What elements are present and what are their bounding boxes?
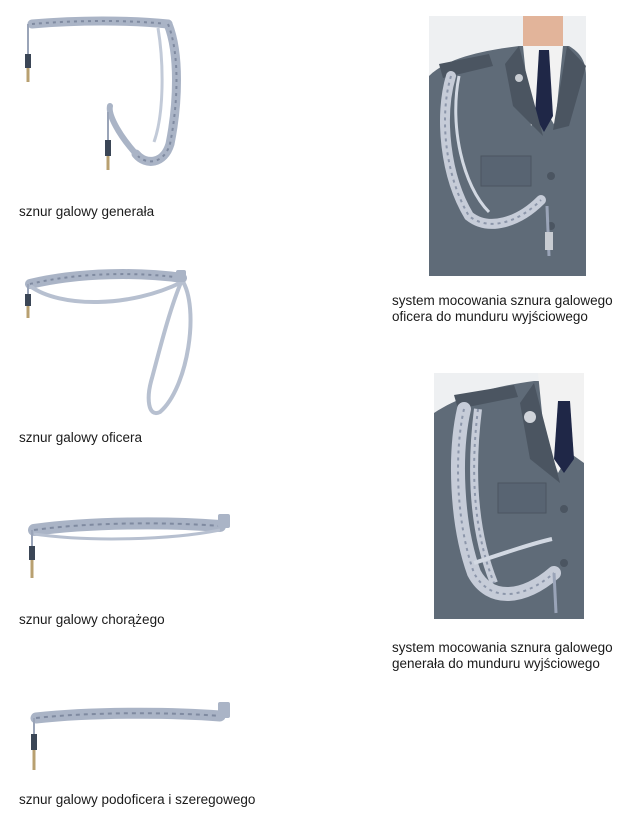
- general-cord-caption: sznur galowy generała: [19, 204, 155, 219]
- general-cord-image: [18, 14, 188, 176]
- officer-system-caption-line1: system mocowania sznura galowego: [392, 293, 613, 308]
- general-uniform-photo: [434, 373, 584, 619]
- nco-private-cord-caption: sznur galowy podoficera i szeregowego: [19, 792, 256, 807]
- general-system-caption-line1: system mocowania sznura galowego: [392, 640, 613, 655]
- general-system-caption-line2: generała do munduru wyjściowego: [392, 656, 600, 671]
- nco-private-cord-image: [20, 696, 235, 776]
- officer-system-caption-line2: oficera do munduru wyjściowego: [392, 309, 588, 324]
- officer-cord-caption: sznur galowy oficera: [19, 430, 143, 445]
- officer-cord-image: [20, 268, 200, 418]
- officer-uniform-photo: [429, 16, 586, 276]
- warrant-officer-cord-image: [20, 508, 235, 588]
- warrant-officer-cord-caption: sznur galowy chorążego: [19, 612, 165, 627]
